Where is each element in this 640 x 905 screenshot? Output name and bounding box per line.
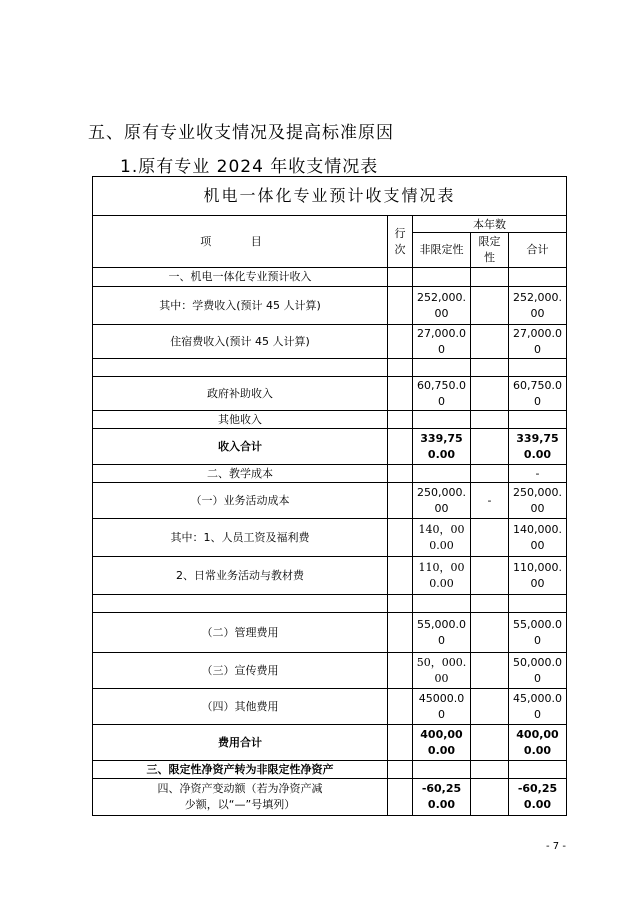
row-line-no: [388, 429, 413, 464]
row-item: 2、日常业务活动与教材费: [93, 557, 388, 594]
row-item: 一、机电一体化专业预计收入: [93, 268, 388, 286]
row-line-no: [388, 359, 413, 376]
row-item: 费用合计: [93, 725, 388, 760]
row-line-no: [388, 325, 413, 358]
row-total: 400,000.00: [516, 727, 559, 757]
row-line-no: [388, 725, 413, 760]
row-restricted: [471, 595, 509, 612]
row-restricted: [471, 779, 509, 815]
row-restricted: [471, 429, 509, 464]
table-caption: 机电一体化专业预计收支情况表: [93, 177, 566, 216]
row-unrestricted: [413, 359, 471, 376]
row-total: 45,000.00: [513, 691, 562, 721]
row-line-no: [388, 377, 413, 410]
row-total: [509, 761, 566, 778]
row-item: [93, 359, 388, 376]
row-restricted: -: [471, 483, 509, 518]
table-row: [93, 779, 566, 815]
row-line-no: [388, 519, 413, 556]
row-total: 250,000.00: [513, 485, 562, 515]
row-line-no: [388, 761, 413, 778]
row-total: [509, 595, 566, 612]
row-item: 三、限定性净资产转为非限定性净资产: [93, 761, 388, 778]
row-unrestricted: [413, 268, 471, 286]
row-total: 27,000.00: [513, 326, 562, 356]
row-restricted: [471, 325, 509, 358]
row-restricted: [471, 557, 509, 594]
row-item: （二）管理费用: [93, 613, 388, 652]
row-restricted: [471, 359, 509, 376]
row-unrestricted: 45000.00: [413, 689, 471, 724]
table-row: [93, 613, 566, 653]
sub-heading: 1.原有专业 2024 年收支情况表: [120, 157, 379, 177]
row-restricted: [471, 268, 509, 286]
table-row: [93, 725, 566, 761]
row-total: 252,000.00: [513, 290, 562, 320]
row-unrestricted: -60,250.00: [413, 779, 471, 815]
row-item: 其中：1、人员工资及福利费: [93, 519, 388, 556]
row-total: 55,000.00: [513, 617, 562, 647]
row-unrestricted: 252,000.00: [413, 287, 471, 324]
row-item: 其中：学费收入(预计 45 人计算): [93, 287, 388, 324]
row-total: 140,000.00: [513, 522, 562, 552]
row-unrestricted: 140，000.00: [413, 519, 471, 556]
row-total: -60,250.00: [517, 782, 558, 811]
table-row: [93, 287, 566, 325]
row-restricted: [471, 761, 509, 778]
row-restricted: [471, 465, 509, 482]
table-row: [93, 483, 566, 519]
table-row: [93, 689, 566, 725]
header-total: 合计: [526, 243, 549, 256]
row-total: 339,750.00: [516, 431, 559, 461]
row-total: 50,000.00: [513, 655, 562, 685]
table-row: [93, 359, 566, 377]
table-row: [93, 519, 566, 557]
row-unrestricted: 250,000.00: [413, 483, 471, 518]
header-unrestricted: 非限定性: [413, 233, 471, 267]
row-unrestricted: 27,000.00: [413, 325, 471, 358]
row-unrestricted: [413, 465, 471, 482]
row-restricted: [471, 689, 509, 724]
row-restricted: [471, 725, 509, 760]
section-heading: 五、原有专业收支情况及提高标准原因: [88, 123, 394, 143]
table-body: [93, 268, 566, 815]
row-restricted: [471, 411, 509, 428]
row-item: 收入合计: [93, 429, 388, 464]
row-line-no: [388, 653, 413, 688]
row-line-no: [388, 411, 413, 428]
row-unrestricted: [413, 761, 471, 778]
header-item: 项 目: [93, 216, 388, 267]
header-restricted: 限定性: [471, 233, 509, 267]
row-line-no: [388, 268, 413, 286]
table-row: [93, 325, 566, 359]
table-row: [93, 761, 566, 779]
row-total: -: [535, 466, 540, 480]
table-row: [93, 377, 566, 411]
header-line-no: 行次: [388, 216, 413, 267]
table-header-row: [93, 216, 566, 268]
row-unrestricted: [413, 411, 471, 428]
row-total: [509, 268, 566, 286]
row-restricted: [471, 653, 509, 688]
row-unrestricted: 60,750.00: [413, 377, 471, 410]
row-unrestricted: 110，000.00: [413, 557, 471, 594]
row-line-no: [388, 483, 413, 518]
header-current-year-group: [413, 216, 566, 267]
table-row: [93, 557, 566, 595]
row-item: （一）业务活动成本: [93, 483, 388, 518]
row-line-no: [388, 595, 413, 612]
row-line-no: [388, 465, 413, 482]
income-expense-table: [92, 176, 567, 816]
row-line-no: [388, 557, 413, 594]
row-line-no: [388, 613, 413, 652]
row-unrestricted: 400,000.00: [413, 725, 471, 760]
row-total: 110,000.00: [513, 560, 562, 590]
row-unrestricted: 339,750.00: [413, 429, 471, 464]
row-line-no: [388, 287, 413, 324]
row-restricted: [471, 613, 509, 652]
row-restricted: [471, 377, 509, 410]
row-line-no: [388, 689, 413, 724]
row-unrestricted: [413, 595, 471, 612]
row-item: 四、净资产变动额（若为净资产减少额，以“—”号填列）: [93, 779, 388, 815]
table-row: [93, 429, 566, 465]
row-line-no: [388, 779, 413, 815]
row-item: 其他收入: [93, 411, 388, 428]
table-row: [93, 653, 566, 689]
table-row: [93, 411, 566, 429]
row-item: 政府补助收入: [93, 377, 388, 410]
table-row: [93, 465, 566, 483]
row-unrestricted: 50，000.00: [413, 653, 471, 688]
header-current-year: 本年数: [413, 216, 566, 233]
row-restricted: [471, 287, 509, 324]
row-item: （三）宣传费用: [93, 653, 388, 688]
row-total: 60,750.00: [513, 378, 562, 408]
row-item: [93, 595, 388, 612]
row-restricted: [471, 519, 509, 556]
table-row: [93, 595, 566, 613]
table-row: [93, 268, 566, 287]
row-unrestricted: 55,000.00: [413, 613, 471, 652]
row-item: 二、教学成本: [93, 465, 388, 482]
row-item: （四）其他费用: [93, 689, 388, 724]
row-total: [509, 411, 566, 428]
row-total: [509, 359, 566, 376]
page-number: - 7 -: [546, 841, 566, 852]
row-item: 住宿费收入(预计 45 人计算): [93, 325, 388, 358]
